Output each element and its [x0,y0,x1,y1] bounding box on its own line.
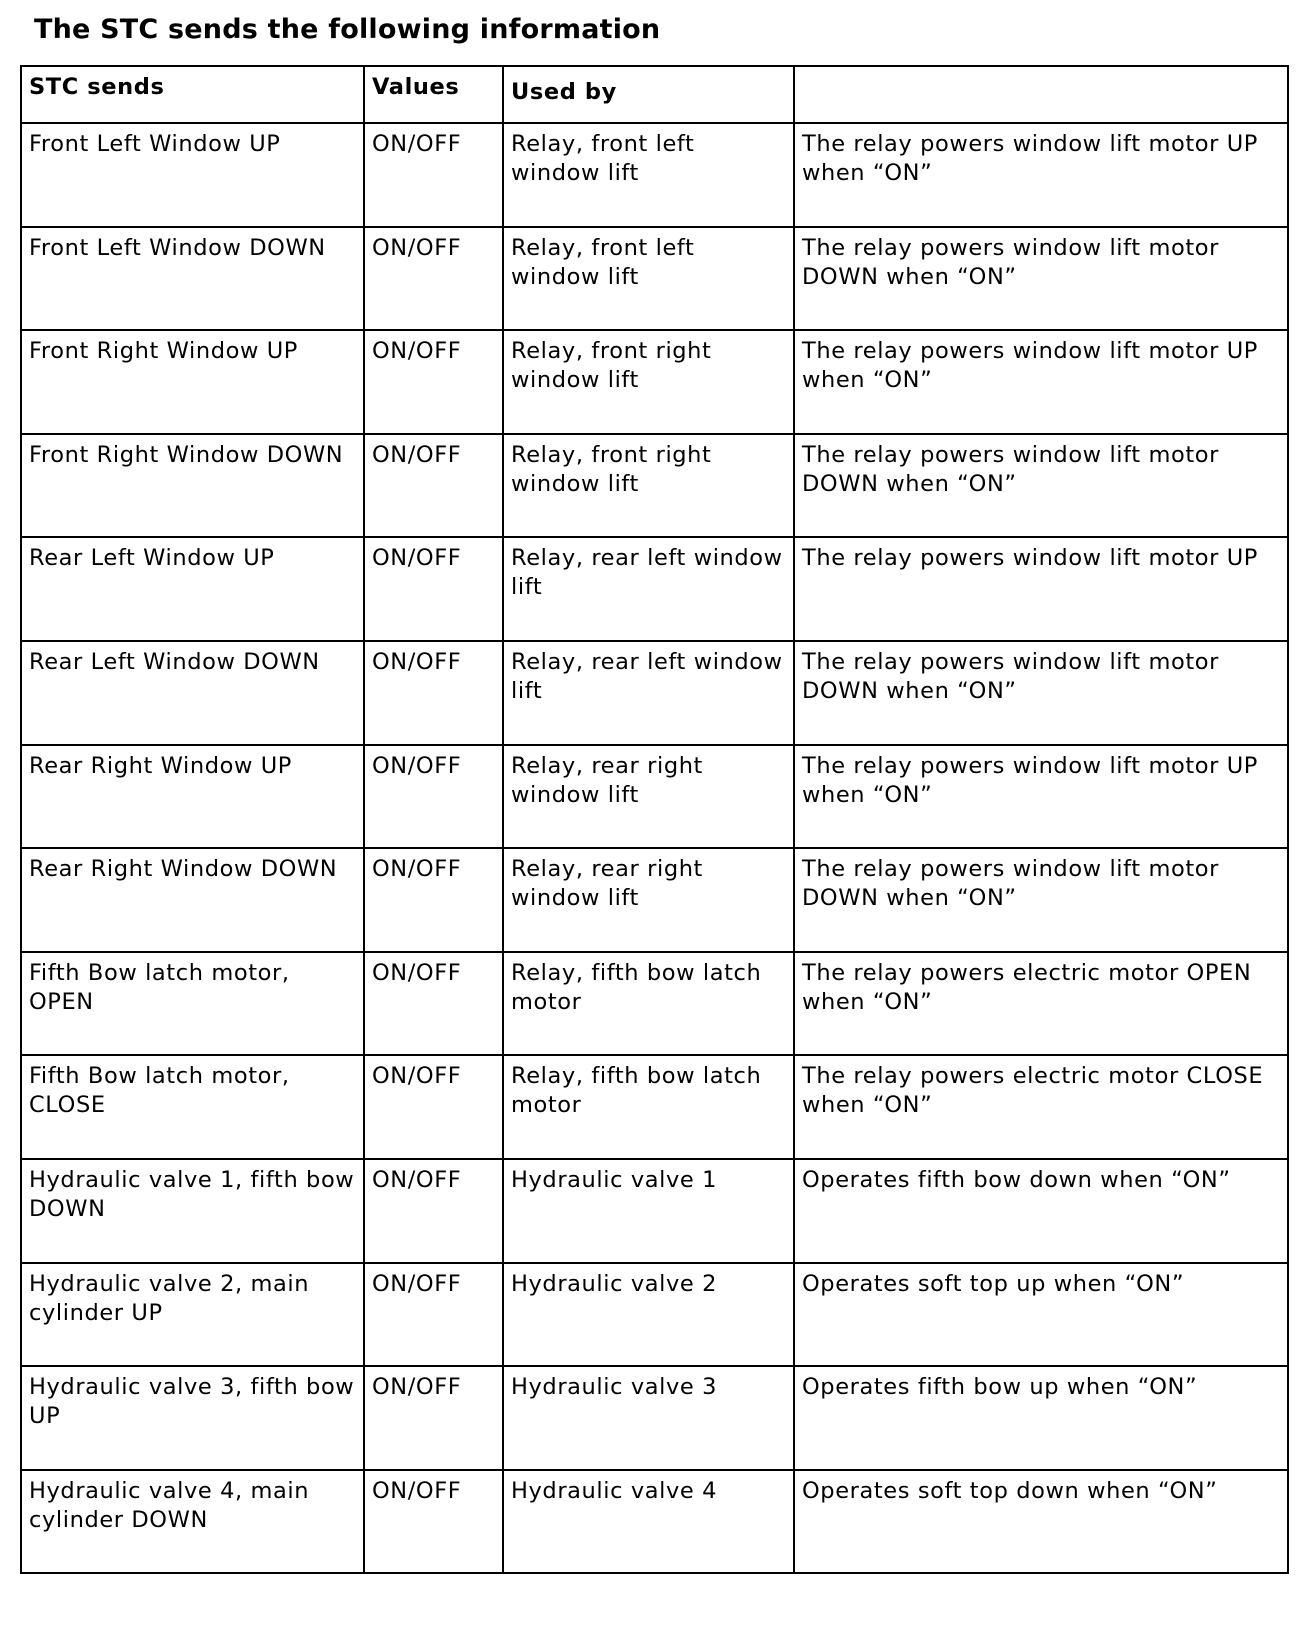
cell-used-by: Relay, front left window lift [503,123,794,227]
cell-stc-sends: Rear Left Window DOWN [21,641,364,745]
cell-stc-sends: Fifth Bow latch motor, OPEN [21,952,364,1056]
stc-info-table [20,65,1289,1574]
cell-used-by: Hydraulic valve 1 [503,1159,794,1263]
cell-description: The relay powers window lift motor UP when “ON” [794,123,1288,227]
cell-description: The relay powers electric motor CLOSE when “ON” [794,1055,1288,1159]
cell-used-by: Relay, front right window lift [503,434,794,538]
cell-used-by: Hydraulic valve 2 [503,1263,794,1367]
cell-description: The relay powers window lift motor UP when “ON” [794,330,1288,434]
table-row [21,227,1288,331]
cell-values: ON/OFF [364,123,503,227]
header-values: Values [364,66,503,123]
cell-stc-sends: Rear Right Window UP [21,745,364,849]
cell-description: Operates soft top up when “ON” [794,1263,1288,1367]
cell-values: ON/OFF [364,848,503,952]
cell-stc-sends: Rear Right Window DOWN [21,848,364,952]
cell-stc-sends: Front Right Window UP [21,330,364,434]
table-header-row [21,66,1288,123]
cell-used-by: Relay, fifth bow latch motor [503,1055,794,1159]
cell-values: ON/OFF [364,1366,503,1470]
cell-description: The relay powers window lift motor DOWN when “ON” [794,641,1288,745]
cell-values: ON/OFF [364,330,503,434]
header-used-by: Used by [503,66,794,123]
cell-used-by: Relay, front left window lift [503,227,794,331]
cell-stc-sends: Hydraulic valve 2, main cylinder UP [21,1263,364,1367]
cell-used-by: Relay, rear left window lift [503,537,794,641]
table-row [21,537,1288,641]
cell-stc-sends: Fifth Bow latch motor, CLOSE [21,1055,364,1159]
cell-description: The relay powers window lift motor UP when “ON” [794,745,1288,849]
table-row [21,745,1288,849]
table-row [21,434,1288,538]
cell-used-by: Relay, rear right window lift [503,848,794,952]
cell-values: ON/OFF [364,641,503,745]
cell-values: ON/OFF [364,227,503,331]
cell-description: The relay powers window lift motor UP [794,537,1288,641]
cell-description: Operates fifth bow down when “ON” [794,1159,1288,1263]
cell-description: The relay powers window lift motor DOWN when “ON” [794,434,1288,538]
cell-values: ON/OFF [364,1055,503,1159]
table-row [21,1159,1288,1263]
cell-used-by: Relay, rear right window lift [503,745,794,849]
cell-values: ON/OFF [364,745,503,849]
table-row [21,1470,1288,1574]
cell-used-by: Hydraulic valve 3 [503,1366,794,1470]
table-row [21,123,1288,227]
table-row [21,848,1288,952]
cell-stc-sends: Front Right Window DOWN [21,434,364,538]
cell-stc-sends: Front Left Window DOWN [21,227,364,331]
cell-values: ON/OFF [364,1263,503,1367]
cell-stc-sends: Hydraulic valve 1, fifth bow DOWN [21,1159,364,1263]
header-stc-sends: STC sends [21,66,364,123]
page-title: The STC sends the following information [34,14,661,45]
cell-description: The relay powers window lift motor DOWN when “ON” [794,848,1288,952]
table-body [21,123,1288,1573]
cell-values: ON/OFF [364,537,503,641]
table-row [21,1263,1288,1367]
cell-values: ON/OFF [364,1470,503,1574]
cell-values: ON/OFF [364,1159,503,1263]
table-row [21,1366,1288,1470]
cell-values: ON/OFF [364,434,503,538]
table-row [21,952,1288,1056]
cell-stc-sends: Hydraulic valve 3, fifth bow UP [21,1366,364,1470]
table-row [21,1055,1288,1159]
cell-stc-sends: Hydraulic valve 4, main cylinder DOWN [21,1470,364,1574]
cell-description: Operates soft top down when “ON” [794,1470,1288,1574]
cell-used-by: Relay, fifth bow latch motor [503,952,794,1056]
cell-values: ON/OFF [364,952,503,1056]
table-row [21,330,1288,434]
cell-description: The relay powers electric motor OPEN when “ON” [794,952,1288,1056]
cell-used-by: Relay, front right window lift [503,330,794,434]
cell-stc-sends: Front Left Window UP [21,123,364,227]
cell-used-by: Relay, rear left window lift [503,641,794,745]
cell-stc-sends: Rear Left Window UP [21,537,364,641]
cell-description: The relay powers window lift motor DOWN when “ON” [794,227,1288,331]
header-description [794,66,1288,123]
cell-description: Operates fifth bow up when “ON” [794,1366,1288,1470]
cell-used-by: Hydraulic valve 4 [503,1470,794,1574]
table-row [21,641,1288,745]
